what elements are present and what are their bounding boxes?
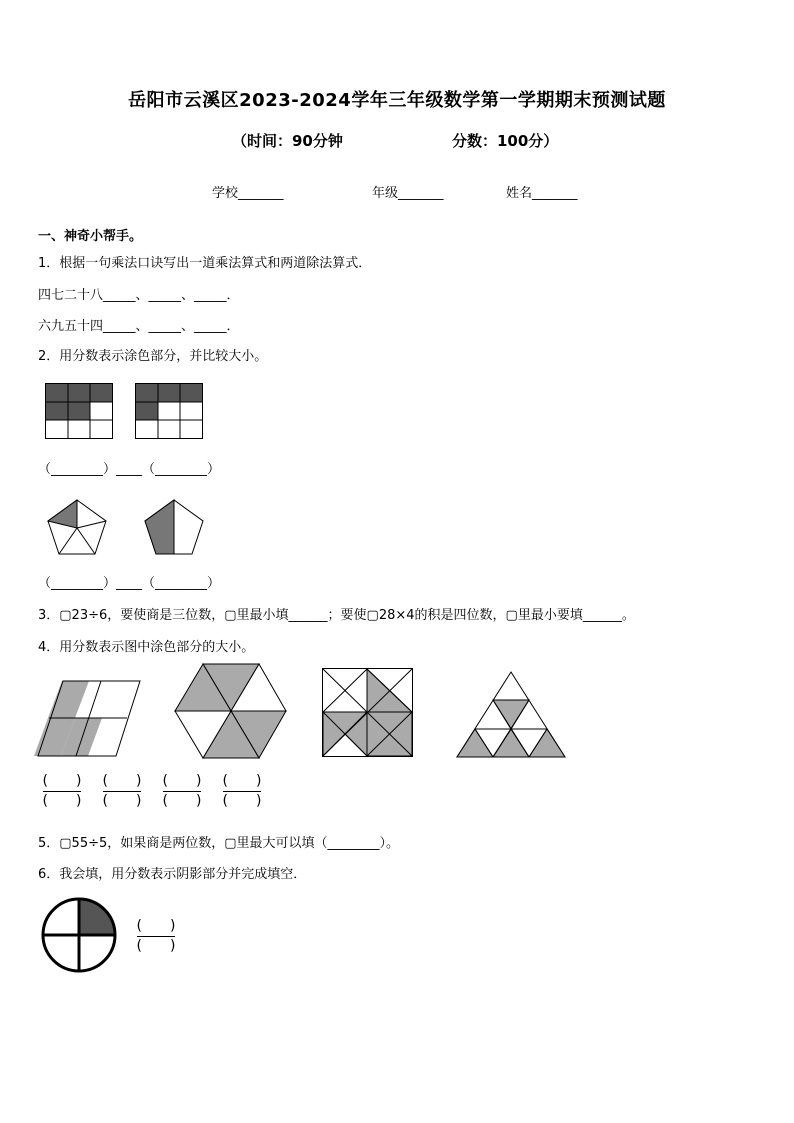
question-2: 2．用分数表示涂色部分，并比较大小。 xyxy=(38,349,268,364)
school-field: 学校_______ xyxy=(212,186,284,201)
fraction-denominator: ( ) xyxy=(162,793,202,809)
pentagon-figure-right xyxy=(143,498,205,556)
q4-fraction-2 xyxy=(98,772,146,811)
fraction-numerator: ( ) xyxy=(136,918,176,934)
fraction-numerator: ( ) xyxy=(222,773,262,789)
compare-line-1: （________）____（________） xyxy=(38,462,221,477)
q4-fraction-1 xyxy=(38,772,86,811)
q4-fraction-3 xyxy=(158,772,206,811)
section-heading: 一、神奇小帮手。 xyxy=(38,229,143,244)
q4-fraction-4 xyxy=(218,772,266,811)
compare-line-2: （________）____（________） xyxy=(38,576,221,591)
fraction-denominator: ( ) xyxy=(222,793,262,809)
grade-field: 年级_______ xyxy=(372,186,444,201)
triangle-figure xyxy=(456,671,566,759)
pentagon-figure-left xyxy=(46,498,108,556)
grid-figure-left xyxy=(45,383,115,439)
question-1: 1．根据一句乘法口诀写出一道乘法算式和两道除法算式． xyxy=(38,256,372,271)
question-1-line-1: 四七二十八_____、_____、_____． xyxy=(38,288,240,303)
grid-figure-right xyxy=(135,383,205,439)
fraction-denominator: ( ) xyxy=(42,793,82,809)
fraction-numerator: ( ) xyxy=(102,773,142,789)
hexagon-figure xyxy=(174,663,288,759)
parallelogram-figure xyxy=(38,680,142,758)
exam-score: 分数：100分） xyxy=(452,132,559,150)
question-6: 6．我会填，用分数表示阴影部分并完成填空． xyxy=(38,867,307,882)
fraction-denominator: ( ) xyxy=(136,938,176,954)
q6-fraction xyxy=(132,917,180,956)
page-title: 岳阳市云溪区2023-2024学年三年级数学第一学期期末预测试题 xyxy=(128,90,666,111)
circle-figure xyxy=(40,897,118,973)
square-figure xyxy=(322,668,414,758)
fraction-denominator: ( ) xyxy=(102,793,142,809)
question-5: 5．▢55÷5，如果商是两位数，▢里最大可以填（________）。 xyxy=(38,836,400,851)
name-field: 姓名_______ xyxy=(506,186,578,201)
exam-time: （时间：90分钟 xyxy=(232,132,343,150)
fraction-numerator: ( ) xyxy=(162,773,202,789)
question-3: 3．▢23÷6，要使商是三位数，▢里最小填______；要使▢28×4的积是四位数，▢里最小要填______。 xyxy=(38,608,635,623)
fraction-numerator: ( ) xyxy=(42,773,82,789)
question-4: 4．用分数表示图中涂色部分的大小。 xyxy=(38,640,255,655)
question-1-line-2: 六九五十四_____、_____、_____． xyxy=(38,319,240,334)
